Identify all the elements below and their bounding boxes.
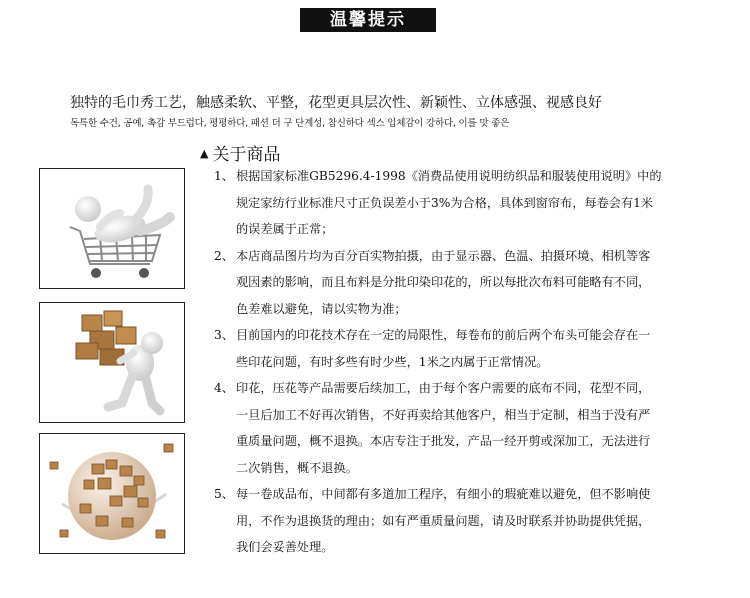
product-notes-list [214,163,724,561]
triangle-icon: ▲ [200,147,209,160]
item-line: 用，不作为退换货的理由；如有严重质量问题，请及时联系并协助提供凭据， [236,513,651,528]
section-title [200,140,280,165]
list-item [214,481,724,561]
shopping-cart-illustration [39,168,185,289]
list-item [214,243,724,323]
item-line: 我们会妥善处理。 [236,540,334,554]
intro-text-zh: 独特的毛巾秀工艺，触感柔软、平整，花型更具层次性、新颖性、立体感强、视感良好 [70,95,602,111]
item-number: 3、 [214,328,234,342]
item-number: 4、 [214,381,234,395]
item-line: 印花，压花等产品需要后续加工，由于每个客户需要的底布不同，花型不同， [236,381,651,395]
item-line: 的误差属于正常； [236,222,334,236]
item-number: 2、 [214,248,234,263]
item-line: 规定家纺行业标准尺寸正负误差小于3%为合格，具体到窗帘布，每卷会有1米 [236,195,654,210]
globe-boxes-illustration [39,433,185,554]
item-number: 1、 [214,169,234,183]
item-line: 每一卷成品布，中间都有多道加工程序，有细小的瑕疵难以避免，但不影响使 [236,487,651,501]
item-line: 二次销售，概不退换。 [236,460,358,475]
intro-text-ko: 독특한 수건, 공예, 촉감 부드럽다, 평평하다, 패션 더 구 단계성, 참신하다 섹스 입체감이 강하다, 이를 맛 좋은 [70,118,510,129]
item-line: 目前国内的印花技术存在一定的局限性，每卷布的前后两个布头可能会存在一 [236,328,651,342]
list-item [214,322,724,375]
item-line: 一旦后加工不好再次销售，不好再卖给其他客户，相当于定制，相当于没有严 [236,407,651,422]
section-title-label: 关于商品 [212,145,281,165]
figure-carrying-boxes-icon [40,303,184,422]
item-line: 根据国家标准GB5296.4-1998《消费品使用说明纺织品和服装使用说明》中的 [236,169,662,183]
item-line: 观因素的影响，而且布料是分批印染印花的，所以每批次布料可能略有不同， [236,275,651,289]
item-line: 重质量问题，概不退换。本店专注于批发，产品一经开剪或深加工，无法进行 [236,434,651,448]
globe-of-boxes-icon [40,434,184,553]
list-item [214,375,724,481]
warm-tips-banner: 温馨提示 [300,8,436,32]
item-line: 些印花问题，有时多些有时少些，1米之内属于正常情况。 [236,354,549,369]
carrying-boxes-illustration [39,302,185,423]
figure-in-shopping-cart-icon [40,169,184,288]
list-item [214,163,724,243]
item-number: 5、 [214,487,234,501]
item-line: 本店商品图片均为百分百实物拍摄，由于显示器、色温、拍摄环境、相机等客 [236,248,651,263]
item-line: 色差难以避免，请以实物为准； [236,301,407,316]
